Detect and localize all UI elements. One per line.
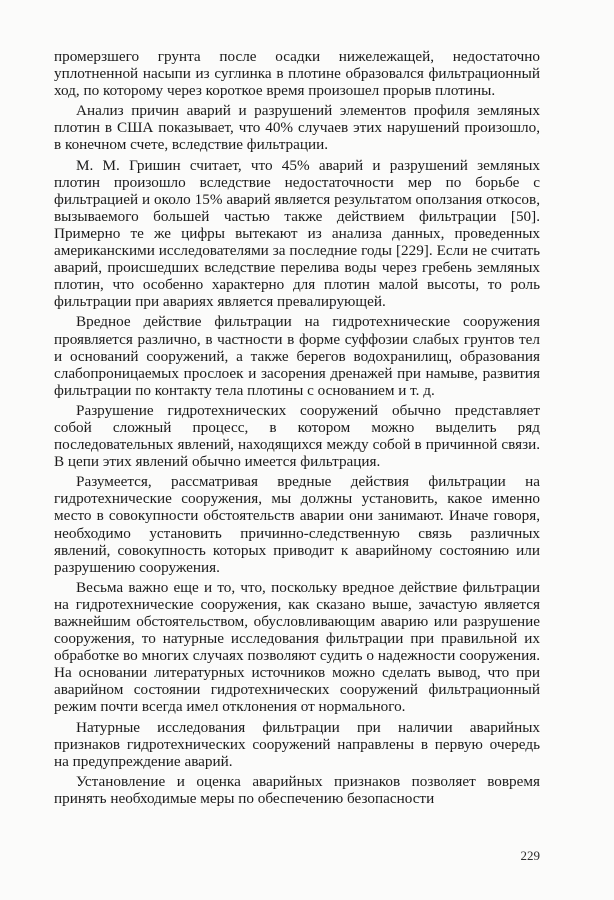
paragraph-continuation: промерзшего грунта после осадки нижележащей, недостаточно уплотненной насыпи из суглинка в плотине образовался фильтрационный ход, по которому через короткое время произошел прорыв плотины. [54, 48, 540, 100]
body-text [54, 48, 540, 810]
paragraph-causal-relationship: Разумеется, рассматривая вредные действия фильтрации на гидротехнические сооружения, мы должны установить, какое именно место в совокупности обстоятельств аварии они занимают. Иначе говоря, необходимо установить причинно-следственную связь различных явлений, совокупность которых приводит к аварийному состоянию или разрушению сооружения. [54, 473, 540, 576]
paragraph-accident-prevention: Натурные исследования фильтрации при наличии аварийных признаков гидротехнических сооружений направлены в первую очередь на предупреждение аварий. [54, 718, 540, 770]
paragraph-accident-signs: Установление и оценка аварийных признаков позволяет вовремя принять необходимые меры по обеспечению безопасности [54, 772, 540, 807]
page-number: 229 [520, 848, 540, 863]
paragraph-harmful-effects: Вредное действие фильтрации на гидротехнические сооружения проявляется различно, в частности в форме суффозии слабых грунтов тел и оснований сооружений, а также берегов водохранилищ, образования слабопроницаемых прослоек и засорения дренажей при намыве, развития фильтрации по контакту тела плотины с основанием и т. д. [54, 313, 540, 399]
paragraph-grishin-statistics: М. М. Гришин считает, что 45% аварий и разрушений земляных плотин произошло вследствие недостаточности мер по борьбе с фильтрацией и около 15% аварий является результатом оползания откосов, вызываемого большей частью также действием фильтрации [50]. Примерно те же цифры вытекают из анализа данных, проведенных американскими исследователями за последние годы [229]. Если не считать аварий, происшедших вследствие перелива воды через гребень земляных плотин, что особенно характерно для плотин малой высоты, то роль фильтрации при авариях является превалирующей. [54, 156, 540, 311]
paragraph-usa-dam-analysis: Анализ причин аварий и разрушений элементов профиля земляных плотин в США показывает, что 40% случаев этих нарушений произошло, в конечном счете, вследствие фильтрации. [54, 102, 540, 154]
paragraph-destruction-process: Разрушение гидротехнических сооружений обычно представляет собой сложный процесс, в котором можно выделить ряд последовательных явлений, находящихся между собой в причинной связи. В цепи этих явлений обычно имеется фильтрация. [54, 401, 540, 471]
paragraph-field-studies-importance: Весьма важно еще и то, что, поскольку вредное действие фильтрации на гидротехнические сооружения, как сказано выше, зачастую является важнейшим обстоятельством, обусловливающим аварию или разрушение сооружения, то натурные исследования фильтрации при правильной их обработке во многих случаях позволяют судить о надежности сооружения. На основании литературных источников можно сделать вывод, что при аварийном состоянии гидротехнических сооружений фильтрационный режим почти всегда имел отклонения от нормального. [54, 578, 540, 716]
